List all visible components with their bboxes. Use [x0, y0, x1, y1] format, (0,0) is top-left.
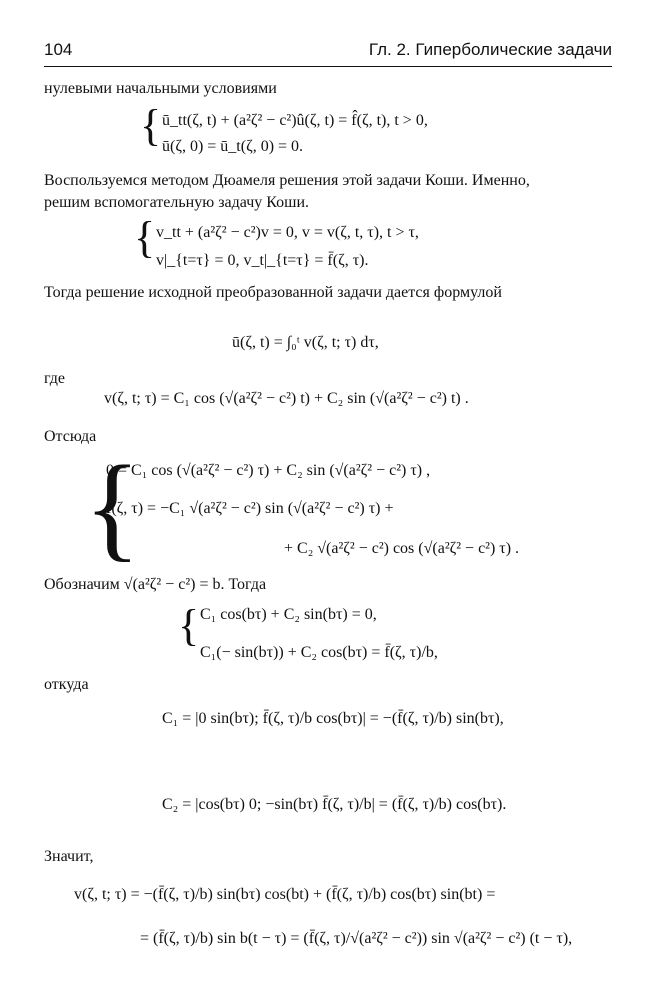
paragraph-4: Тогда решение исходной преобразованной задачи дается формулой	[44, 284, 502, 301]
equation-v: v(ζ, t; τ) = C₁ cos (√(a²ζ² − c²) t) + C₂ sin (√(a²ζ² − c²) t) .	[104, 390, 469, 407]
paragraph-3: решим вспомогательную задачу Коши.	[44, 194, 310, 211]
equation-final-a: v(ζ, t; τ) = −(f̄(ζ, τ)/b) sin(bτ) cos(bt) + (f̄(ζ, τ)/b) cos(bτ) sin(bt) =	[74, 886, 496, 903]
equation-3c: + C₂ √(a²ζ² − c²) cos (√(a²ζ² − c²) τ) .	[284, 540, 520, 557]
equation-2b: v|_{t=τ} = 0, v_t|_{t=τ} = f̄(ζ, τ).	[156, 252, 369, 269]
equation-c2: C₂ = |cos(bτ) 0; −sin(bτ) f̄(ζ, τ)/b| = (f̄(ζ, τ)/b) cos(bτ).	[162, 796, 507, 813]
equation-4b: C₁(− sin(bτ)) + C₂ cos(bτ) = f̄(ζ, τ)/b,	[200, 644, 438, 661]
running-head: Гл. 2. Гиперболические задачи	[368, 40, 612, 59]
equation-1b: ū(ζ, 0) = ū_t(ζ, 0) = 0.	[162, 138, 304, 155]
integral-formula: ū(ζ, t) = ∫₀ᵗ v(ζ, t; τ) dτ,	[232, 334, 379, 351]
equation-3b: f̄(ζ, τ) = −C₁ √(a²ζ² − c²) sin (√(a²ζ² − c²) τ) +	[106, 500, 394, 517]
equation-4a: C₁ cos(bτ) + C₂ sin(bτ) = 0,	[200, 606, 377, 623]
word-so: Значит,	[44, 848, 94, 865]
system-brace-3: {	[84, 441, 141, 572]
word-hence: Отсюда	[44, 428, 97, 445]
word-where: где	[44, 370, 66, 387]
equation-1a: ū_tt(ζ, t) + (a²ζ² − c²)û(ζ, t) = f̂(ζ, t), t > 0,	[162, 112, 428, 129]
system-brace-4: {	[178, 601, 200, 650]
word-whence: откуда	[44, 676, 89, 693]
system-brace-1: {	[140, 101, 162, 150]
equation-final-b: = (f̄(ζ, τ)/b) sin b(t − τ) = (f̄(ζ, τ)/√(a²ζ² − c²)) sin √(a²ζ² − c²) (t − τ),	[140, 930, 573, 947]
header-rule	[44, 66, 612, 67]
system-brace-2: {	[134, 213, 156, 262]
equation-2a: v_tt + (a²ζ² − c²)v = 0, v = v(ζ, t, τ), t > τ,	[156, 224, 419, 241]
paragraph-2: Воспользуемся методом Дюамеля решения этой задачи Коши. Именно,	[44, 172, 530, 189]
page-number: 104	[44, 40, 73, 59]
equation-c1: C₁ = |0 sin(bτ); f̄(ζ, τ)/b cos(bτ)| = −(f̄(ζ, τ)/b) sin(bτ),	[162, 710, 504, 727]
equation-b: √(a²ζ² − c²) = b	[123, 576, 221, 593]
equation-3a: 0 = C₁ cos (√(a²ζ² − c²) τ) + C₂ sin (√(a²ζ² − c²) τ) ,	[106, 462, 431, 479]
paragraph-1: нулевыми начальными условиями	[44, 80, 277, 97]
denote-line	[44, 576, 266, 594]
word-then: . Тогда	[220, 576, 267, 593]
word-denote: Обозначим	[44, 576, 120, 593]
